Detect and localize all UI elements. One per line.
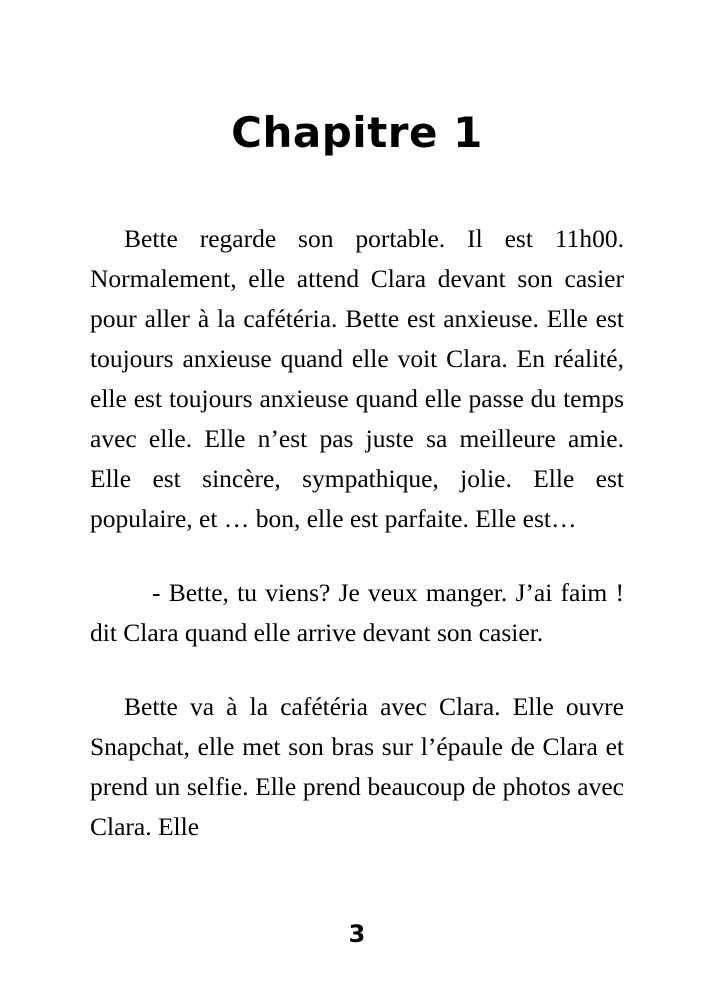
paragraph: Bette regarde son portable. Il est 11h00. Normalement, elle attend Clara devant son casier pour aller à la cafétéria. Bette est anxieuse. Elle est toujours anxieuse quand elle voit Clara. En réalité, elle est toujours anxieuse quand elle passe du temps avec elle. Elle n’est pas juste sa meilleure amie. Elle est sincère, sympathique, jolie. Elle est populaire, et … bon, elle est parfaite. Elle est… xyxy=(90,224,624,533)
page-title: Chapitre 1 xyxy=(231,108,483,157)
body-text xyxy=(90,219,624,847)
paragraph: Bette va à la cafétéria avec Clara. Elle ouvre Snapchat, elle met son bras sur l’épaule de Clara et prend un selfie. Elle prend beaucoup de photos avec Clara. Elle xyxy=(90,692,624,841)
page-number: 3 xyxy=(348,920,366,948)
paragraph: - Bette, tu viens? Je veux manger. J’ai faim ! dit Clara quand elle arrive devant son casier. xyxy=(90,578,624,647)
